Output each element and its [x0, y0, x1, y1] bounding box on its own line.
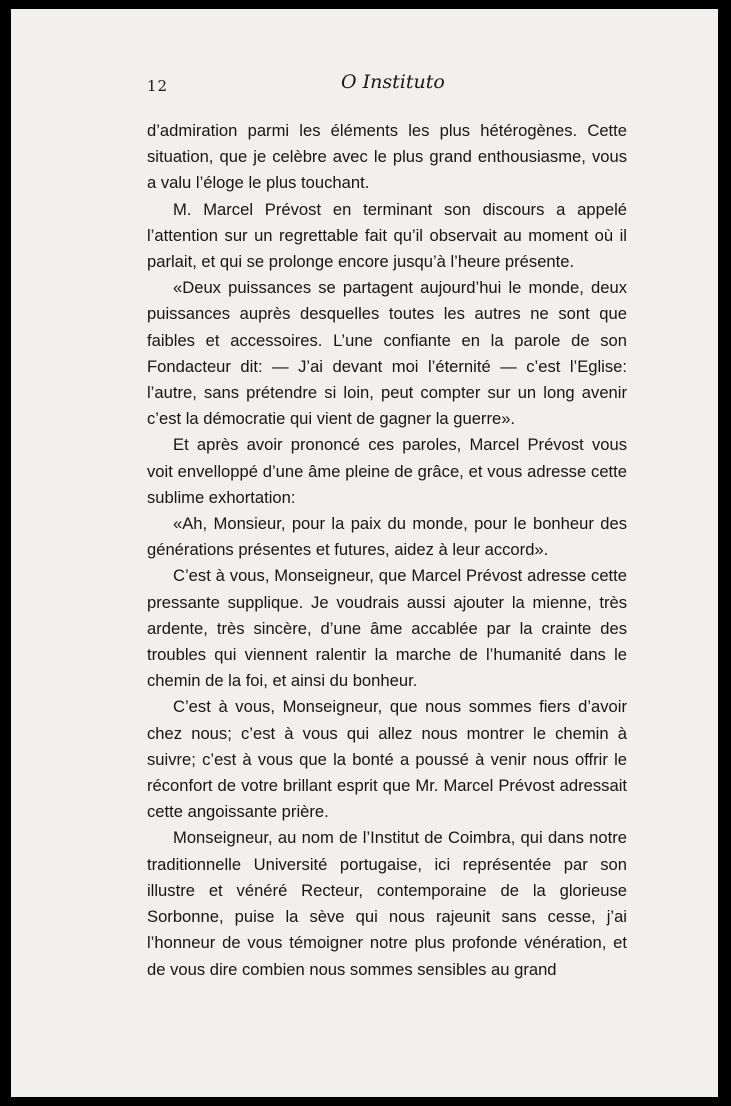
paragraph-1: d’admiration parmi les éléments les plus hétérogènes. Cette situation, que je celèbre avec le plus grand enthousiasme, vous a valu l’éloge le plus touchant.	[147, 121, 627, 193]
body-text	[147, 118, 627, 983]
paragraph-7: C’est à vous, Monseigneur, que nous sommes fiers d’avoir chez nous; c’est à vous qui allez nous montrer le chemin à suivre; c’est à vous que la bonté a poussé à venir nous offrir le réconfort de votre brillant esprit que Mr. Marcel Prévost adressait cette angoissante prière.	[147, 697, 627, 822]
paragraph-4: Et après avoir prononcé ces paroles, Marcel Prévost vous voit envelloppé d’une âme pleine de grâce, et vous adresse cette sublime exhortation:	[147, 435, 627, 507]
journal-title: O Instituto	[341, 71, 445, 93]
paragraph-6: C’est à vous, Monseigneur, que Marcel Prévost adresse cette pressante supplique. Je voudrais aussi ajouter la mienne, très ardente, très sincère, d’une âme accablée par la crainte des troubles qui viennent ralentir la marche de l’humanité dans le chemin de la foi, et ainsi du bonheur.	[147, 566, 627, 691]
page-number: 12	[147, 77, 169, 95]
paragraph-5: «Ah, Monsieur, pour la paix du monde, pour le bonheur des générations présentes et futures, aidez à leur accord».	[147, 514, 627, 560]
running-head	[147, 71, 627, 101]
paragraph-2: M. Marcel Prévost en terminant son discours a appelé l’attention sur un regrettable fait qu’il observait au moment où il parlait, et qui se prolonge encore jusqu’à l’heure présente.	[147, 199, 627, 272]
document-page	[11, 9, 718, 1097]
paragraph-8: Monseigneur, au nom de l’Institut de Coimbra, qui dans notre traditionnelle Université portugaise, ici représentée par son illustre et vénéré Recteur, contemporaine de la glorieuse Sorbonne, puise la sève qui nous rajeunit sans cesse, j’ai l’honneur de vous témoigner notre plus profonde vénération, et de vous dire combien nous sommes sensibles au grand	[147, 828, 627, 979]
paragraph-3: «Deux puissances se partagent aujourd’hui le monde, deux puissances auprès desquelles toutes les autres ne sont que faibles et accessoires. L’une confiante en la parole de son Fondacteur dit: — J’ai devant moi l’éternité — c’est l’Eglise: l’autre, sans prétendre si loin, peut compter sur un long avenir c’est la démocratie qui vient de gagner la guerre».	[147, 278, 627, 429]
